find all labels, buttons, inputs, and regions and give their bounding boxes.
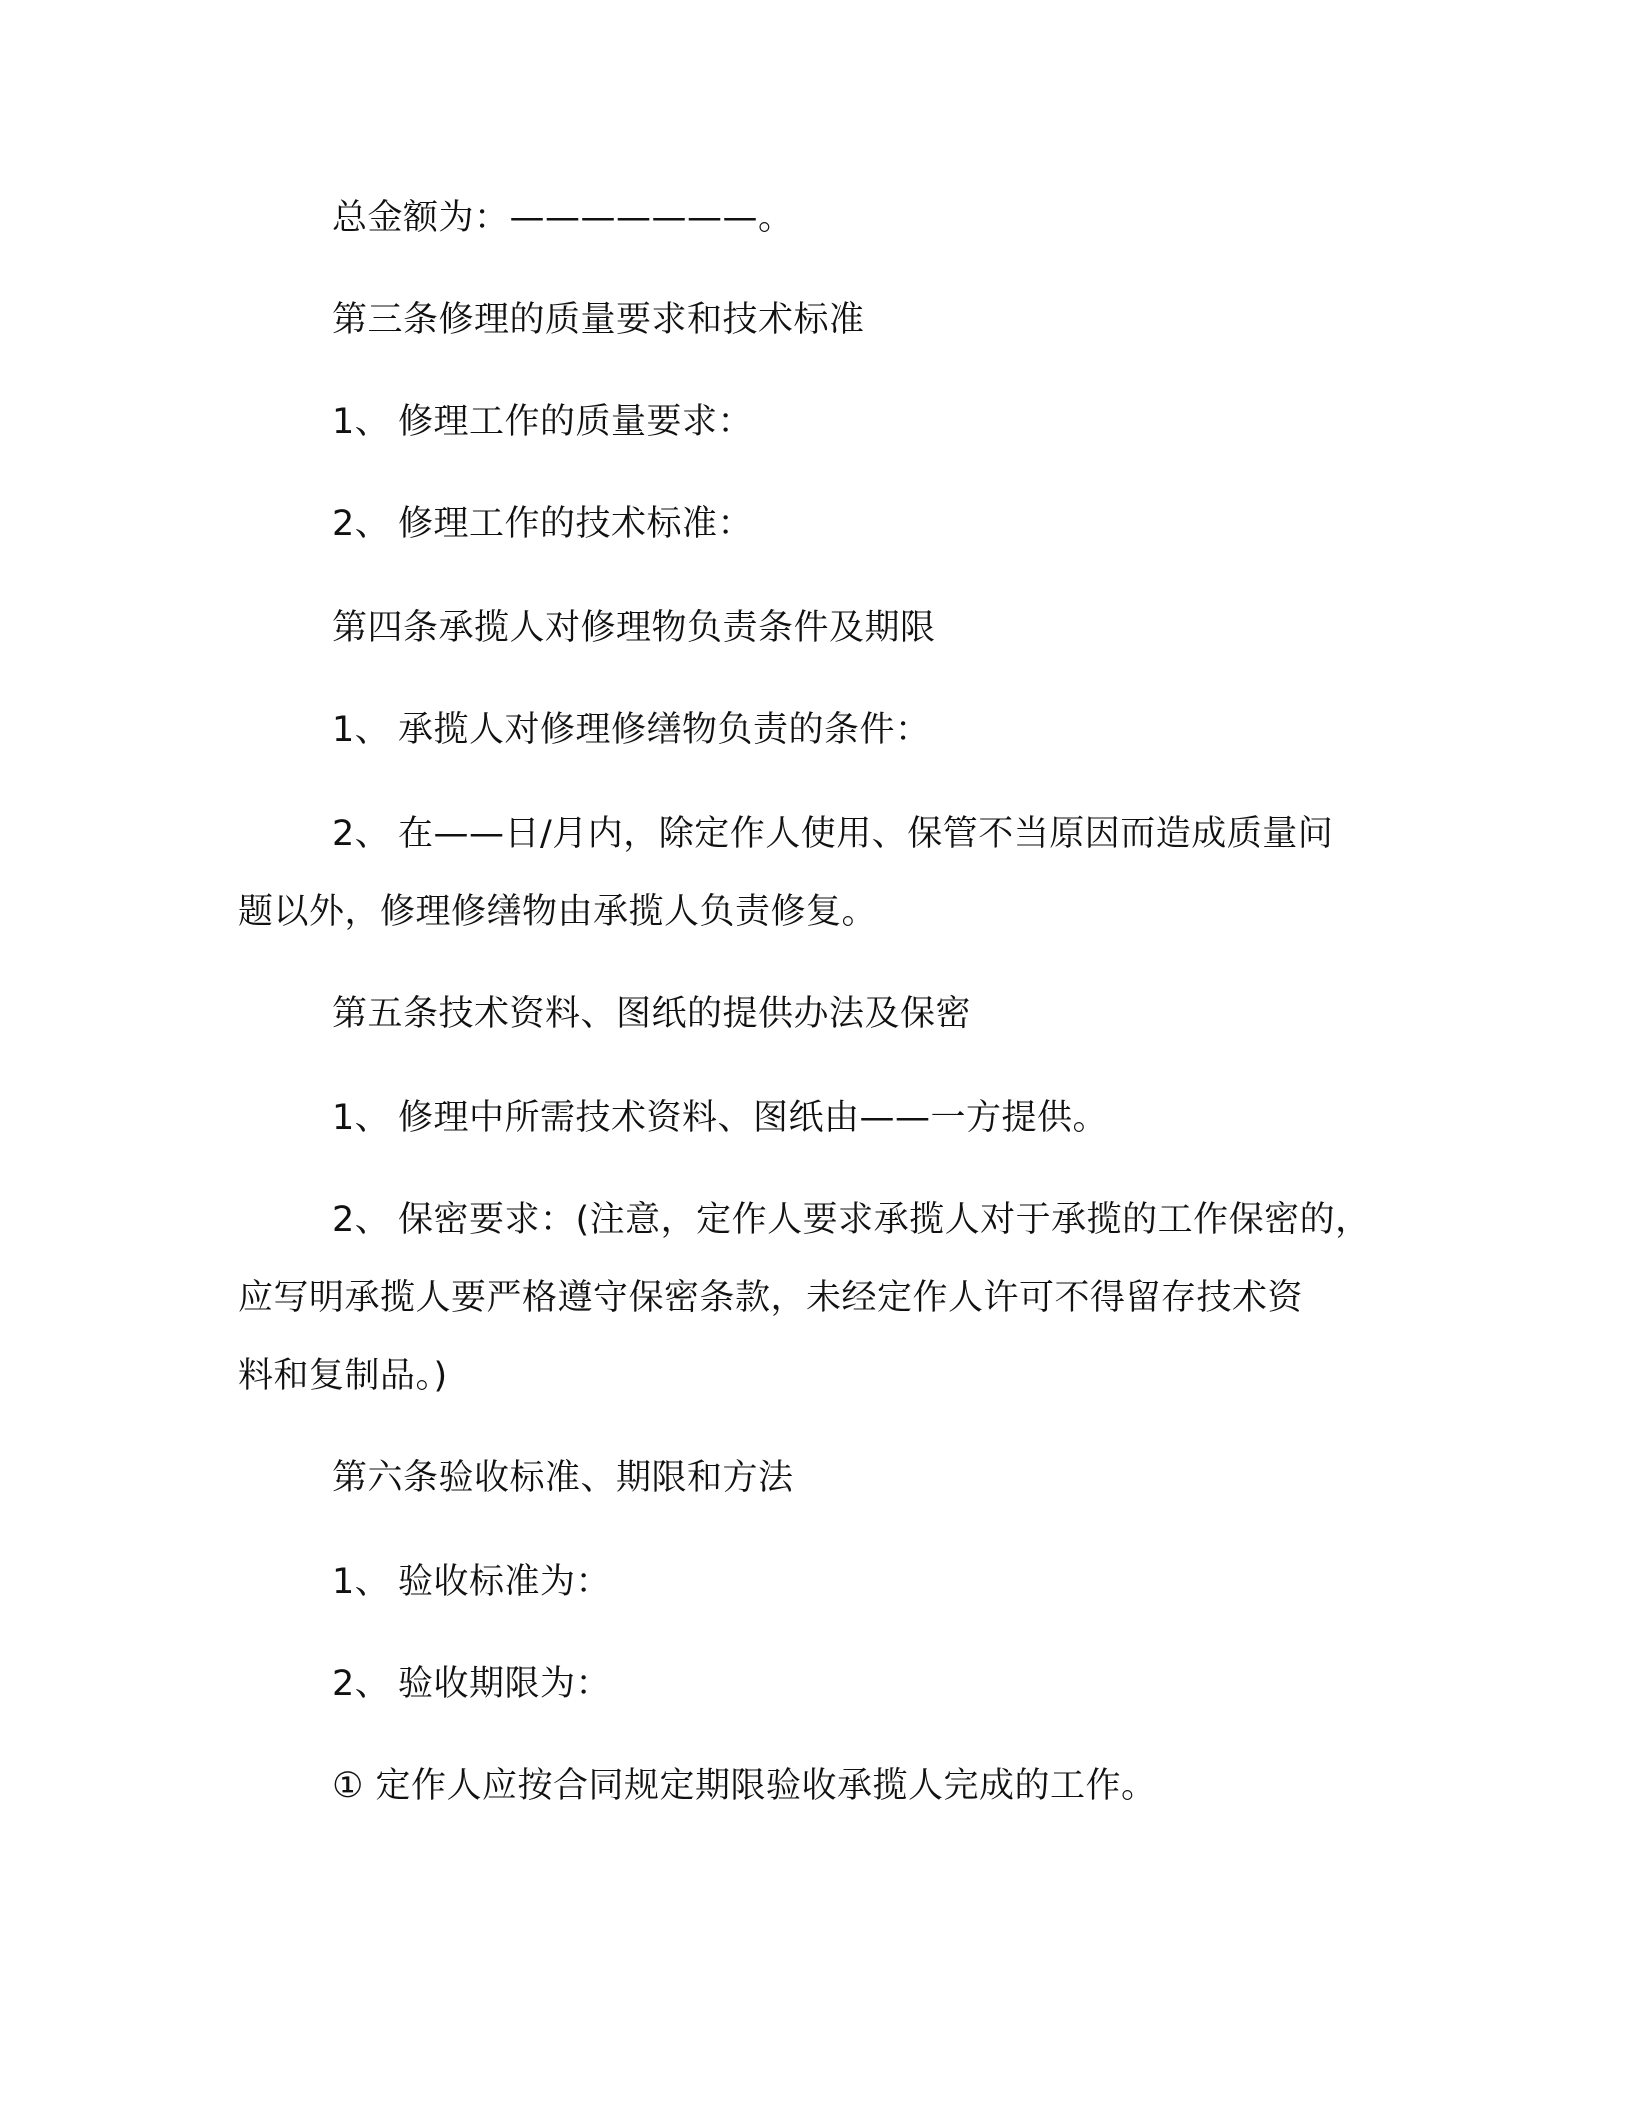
article-5-item-1	[332, 1096, 1108, 1140]
article-6-heading: 第六条验收标准、期限和方法	[332, 1458, 794, 1498]
article-6-sub-item-1: ① 定作人应按合同规定期限验收承揽人完成的工作。	[332, 1766, 1157, 1806]
item-text: 验收期限为：	[398, 1664, 612, 1704]
item-text: 修理工作的质量要求：	[398, 402, 754, 442]
item-number: 1、	[332, 1562, 391, 1602]
item-text: 保密要求：(注意，定作人要求承揽人对于承揽的工作保密的，	[398, 1200, 1371, 1240]
item-text: 在——日/月内，除定作人使用、保管不当原因而造成质量问	[398, 814, 1334, 854]
article-3-heading: 第三条修理的质量要求和技术标准	[332, 300, 865, 340]
article-5-item-2	[332, 1198, 1371, 1242]
article-6-item-2	[332, 1662, 611, 1706]
article-4-heading: 第四条承揽人对修理物负责条件及期限	[332, 608, 936, 648]
item-number: 1、	[332, 710, 391, 750]
article-3-item-1	[332, 400, 753, 444]
article-4-item-2-continued: 题以外，修理修缮物由承揽人负责修复。	[238, 892, 878, 932]
article-5-heading: 第五条技术资料、图纸的提供办法及保密	[332, 994, 972, 1034]
article-3-item-2	[332, 502, 753, 546]
item-text: 修理中所需技术资料、图纸由——一方提供。	[398, 1098, 1109, 1138]
item-number: 2、	[332, 1664, 391, 1704]
item-number: 2、	[332, 1200, 391, 1240]
article-4-item-2	[332, 812, 1333, 856]
article-5-item-2-continued-2: 料和复制品。)	[238, 1356, 448, 1396]
item-text: 承揽人对修理修缮物负责的条件：	[398, 710, 931, 750]
item-number: 2、	[332, 814, 391, 854]
article-5-item-2-continued-1: 应写明承揽人要严格遵守保密条款，未经定作人许可不得留存技术资	[238, 1278, 1304, 1318]
total-amount-line: 总金额为：———————。	[332, 198, 794, 238]
article-4-item-1	[332, 708, 931, 752]
item-text: 验收标准为：	[398, 1562, 612, 1602]
item-text: 修理工作的技术标准：	[398, 504, 754, 544]
item-number: 2、	[332, 504, 391, 544]
item-number: 1、	[332, 1098, 391, 1138]
item-number: 1、	[332, 402, 391, 442]
article-6-item-1	[332, 1560, 611, 1604]
